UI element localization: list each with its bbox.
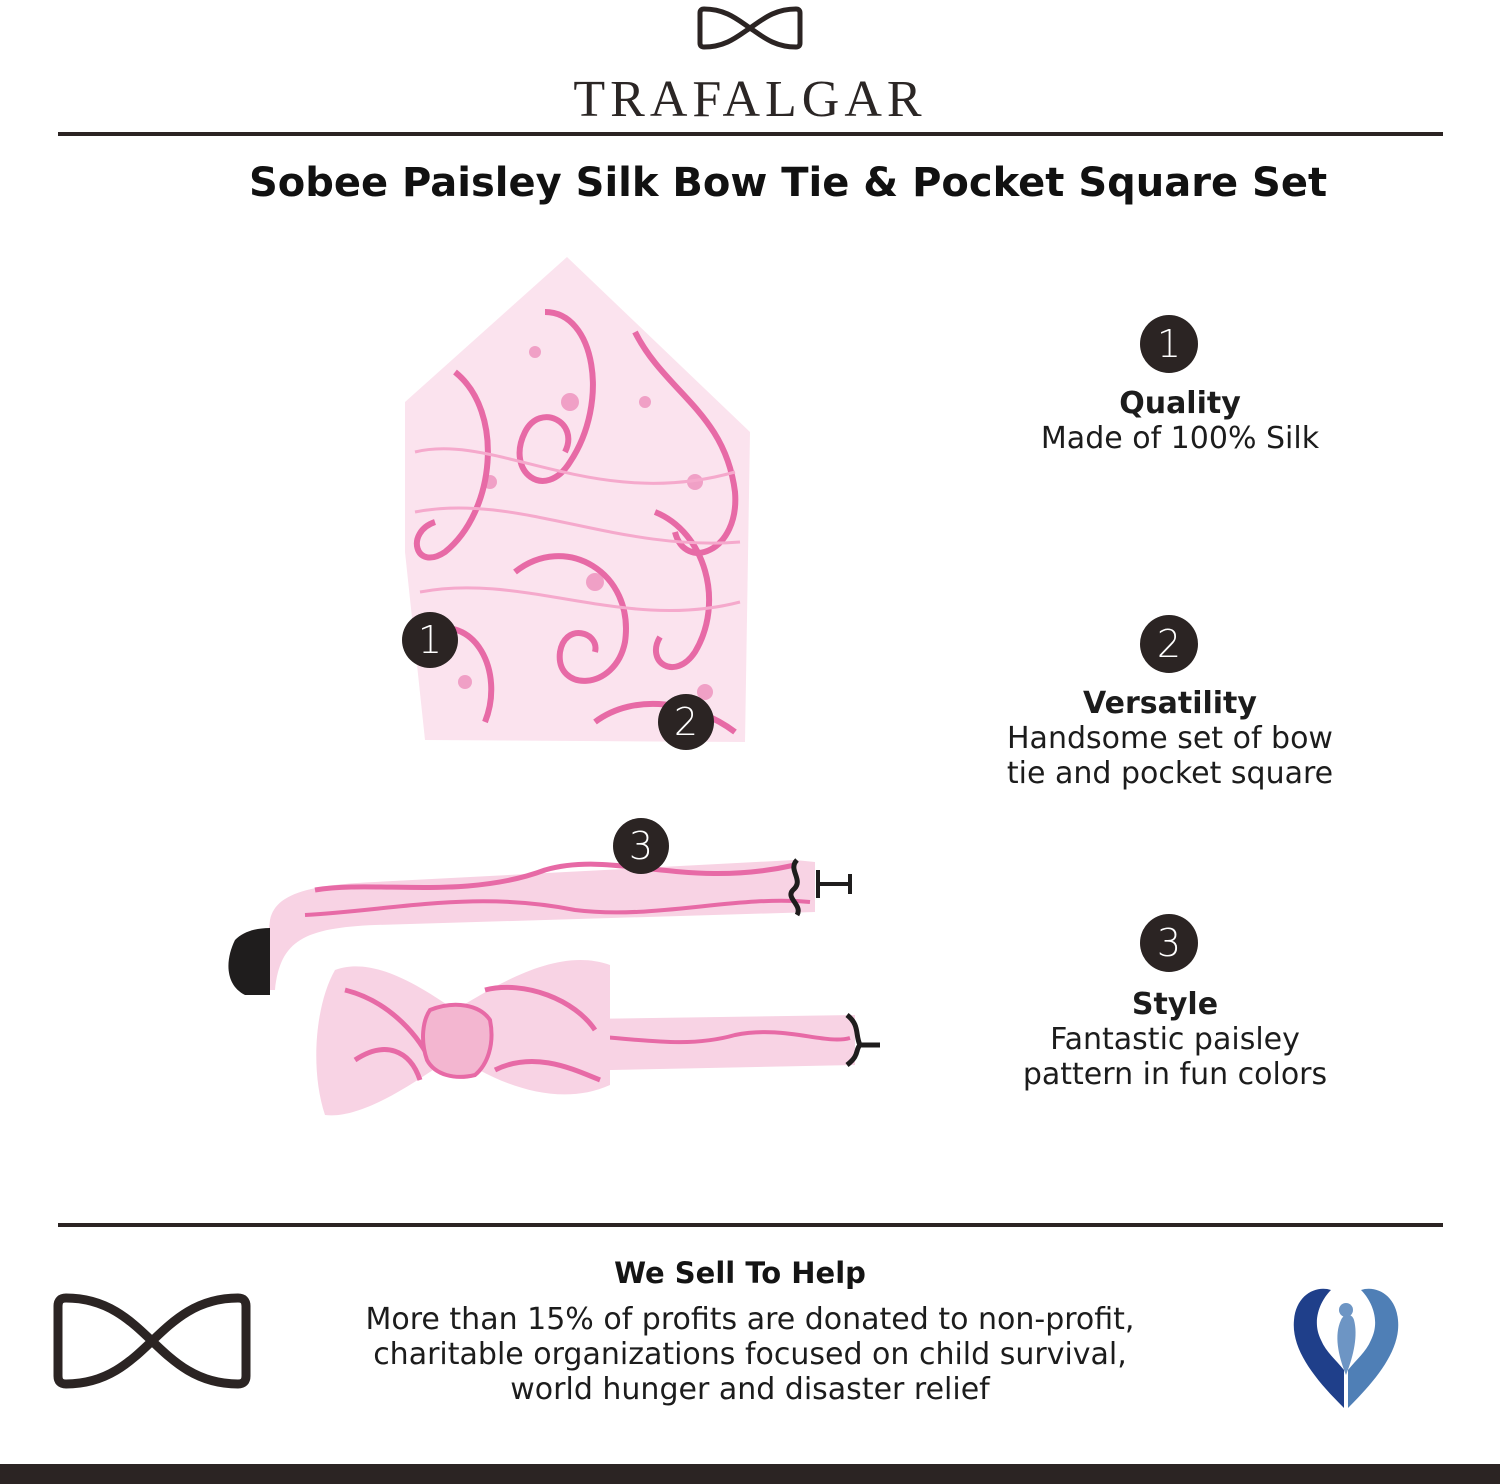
image-badge-3: 3 <box>613 818 669 874</box>
feature-style <box>965 988 1385 1092</box>
help-title: We Sell To Help <box>614 1256 866 1290</box>
feature-description: Made of 100% Silk <box>1040 421 1320 456</box>
feature-versatility <box>960 687 1380 791</box>
feature-title: Quality <box>1119 386 1241 421</box>
feature-badge-2: 2 <box>1140 615 1198 673</box>
bow-tie-image <box>215 840 885 1130</box>
feature-title: Versatility <box>1083 686 1257 721</box>
feature-badge-1: 1 <box>1140 315 1198 373</box>
help-text: More than 15% of profits are donated to non-profit, charitable organizations focused on child survival, world hunger and disaster relief <box>365 1302 1135 1407</box>
feature-description: Handsome set of bow tie and pocket square <box>1006 721 1334 791</box>
footer-bow-tie-icon <box>52 1290 252 1392</box>
feature-title: Style <box>1131 987 1219 1022</box>
pocket-square-image <box>395 252 760 752</box>
bottom-bar <box>0 1464 1500 1484</box>
feature-badge-3: 3 <box>1140 914 1198 972</box>
brand-name: TRAFALGAR <box>573 71 927 128</box>
product-title: Sobee Paisley Silk Bow Tie & Pocket Square Set <box>248 160 1328 206</box>
feature-quality <box>970 387 1390 456</box>
heart-hands-icon <box>1286 1280 1406 1410</box>
brand-logo-bow-tie-icon <box>696 4 804 52</box>
image-badge-2: 2 <box>658 694 714 750</box>
feature-description: Fantastic paisley pattern in fun colors <box>1022 1022 1328 1092</box>
image-badge-1: 1 <box>402 612 458 668</box>
divider-bottom <box>58 1223 1443 1227</box>
divider-top <box>58 132 1443 136</box>
